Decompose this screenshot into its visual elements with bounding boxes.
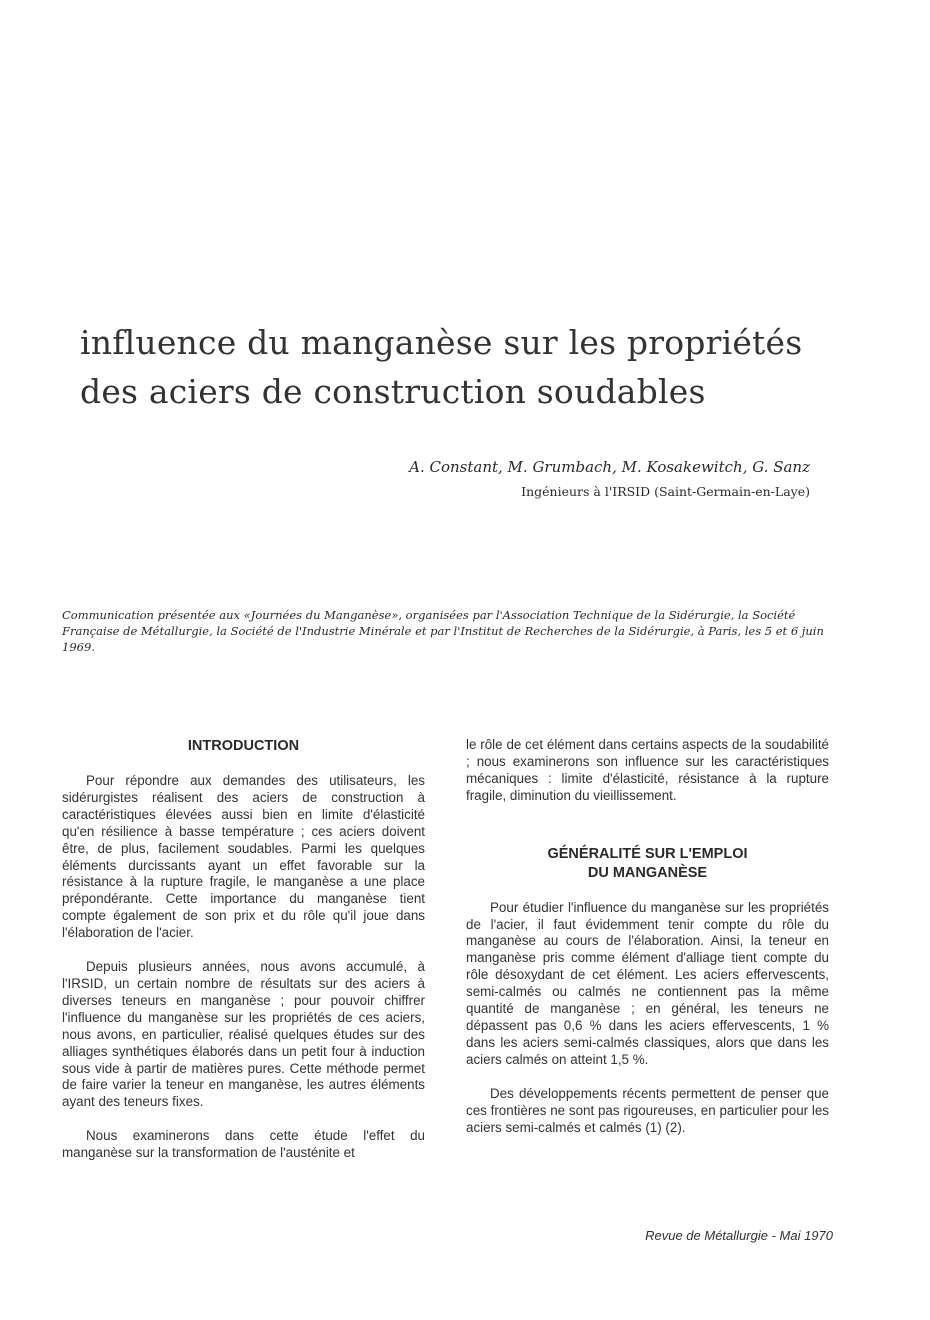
title-line-2: des aciers de construction soudables bbox=[80, 372, 706, 411]
generalite-heading-line-1: GÉNÉRALITÉ SUR L'EMPLOI bbox=[547, 845, 748, 862]
generalite-heading-line-2: DU MANGANÈSE bbox=[587, 864, 708, 881]
article-title bbox=[80, 318, 860, 416]
left-column bbox=[62, 737, 425, 1162]
title-line-1: influence du manganèse sur les propriétés bbox=[80, 323, 803, 362]
introduction-paragraph-3: Nous examinerons dans cette étude l'effet du manganèse sur la transformation de l'austénite et bbox=[62, 1128, 425, 1161]
introduction-paragraph-2: Depuis plusieurs années, nous avons accumulé, à l'IRSID, un certain nombre de résultats sur des aciers à diverses teneurs en manganèse ; pour pouvoir chiffrer l'influence du manganèse sur les propriétés de ces aciers, nous avons, en particulier, réalisé quelques études sur des alliages synthétiques élaborés dans un petit four à induction sous vide à partir de matières pures. Cette méthode permet de faire varier la teneur en manganèse, les autres éléments ayant des teneurs fixes. bbox=[62, 959, 425, 1110]
introduction-heading: INTRODUCTION bbox=[187, 738, 300, 754]
introduction-paragraph-3-continued: le rôle de cet élément dans certains aspects de la soudabilité ; nous examinerons son influence sur les caractéristiques mécaniques : limite d'élasticité, résistance à la rupture fragile, diminution du vieillissement. bbox=[466, 737, 829, 803]
generalite-paragraph-2: Des développements récents permettent de penser que ces frontières ne sont pas rigoureuses, en particulier pour les aciers semi-calmés et calmés (1) (2). bbox=[466, 1085, 829, 1135]
generalite-heading bbox=[466, 845, 829, 883]
generalite-paragraph-1: Pour étudier l'influence du manganèse sur les propriétés de l'acier, il faut évidemment tenir compte du rôle du manganèse au cours de l'élaboration. Ainsi, la teneur en manganèse pris comme élément d'alliage tient compte du rôle désoxydant de cet élément. Les aciers effervescents, semi-calmés ou calmés ne contiennent pas la même quantité de manganèse ; en général, les teneurs ne dépassent pas 0,6 % dans les aciers effervescents, 1 % dans les aciers semi-calmés classiques, alors que dans les aciers calmés on atteint 1,5 %. bbox=[466, 899, 829, 1067]
affiliation: Ingénieurs à l'IRSID (Saint-Germain-en-Laye) bbox=[521, 484, 810, 499]
right-column bbox=[466, 737, 829, 1136]
introduction-paragraph-1: Pour répondre aux demandes des utilisateurs, les sidérurgistes réalisent des aciers de construction à caractéristiques élevées aussi bien en limite d'élasticité qu'en résilience à basse température ; ces aciers doivent être, de plus, facilement soudables. Parmi les quelques éléments durcissants ayant un effet favorable sur la résistance à la rupture fragile, le manganèse a une place prépondérante. Cette importance du manganèse tient compte également de son prix et du rôle qu'il joue dans l'élaboration de l'acier. bbox=[62, 773, 425, 941]
author-list: A. Constant, M. Grumbach, M. Kosakewitch, G. Sanz bbox=[409, 458, 810, 476]
communication-note: Communication présentée aux «Journées du Manganèse», organisées par l'Association Technique de la Sidérurgie, la Société Française de Métallurgie, la Société de l'Industrie Minérale et par l'Institut de Recherches de la Sidérurgie, à Paris, les 5 et 6 juin 1969. bbox=[62, 608, 824, 654]
journal-footer: Revue de Métallurgie - Mai 1970 bbox=[645, 1228, 833, 1243]
